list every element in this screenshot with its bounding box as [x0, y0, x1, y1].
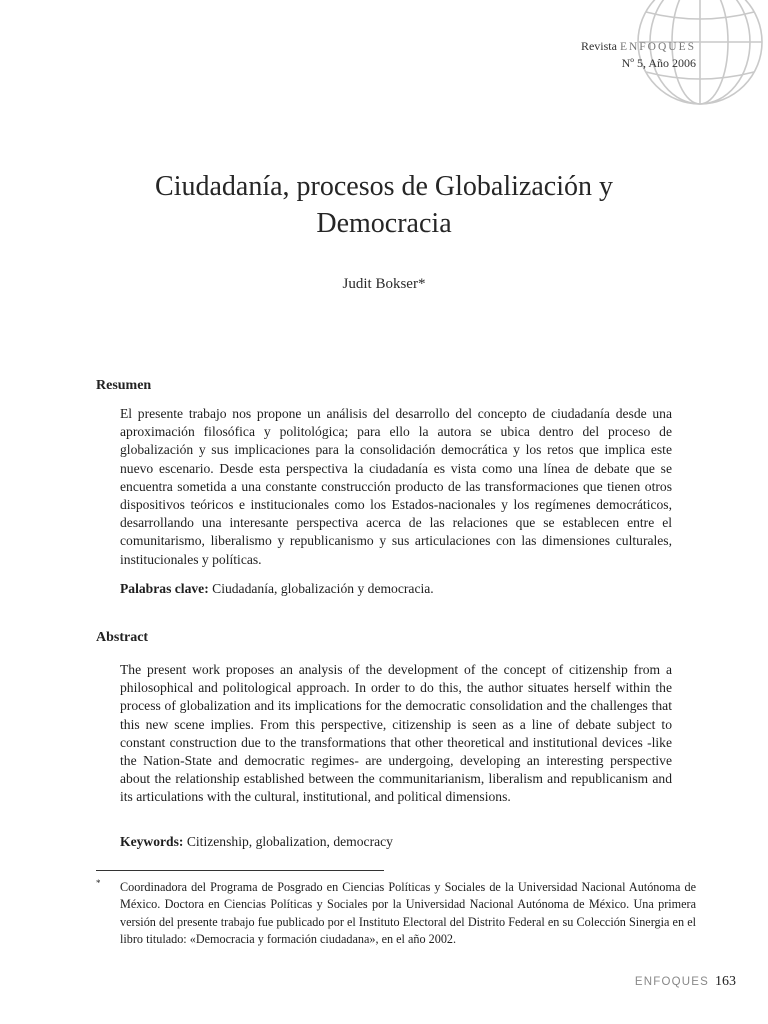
resumen-keywords-value: Ciudadanía, globalización y democracia. — [212, 581, 434, 596]
resumen-text: El presente trabajo nos propone un análisis del desarrollo del concepto de ciudadanía desde una aproximación filosófica y politológica; para ello la autora se ubica dentro del proceso de globalización y sus implicaciones para la consolidación democrática y los retos que implica este nuevo escenario. Desde esta perspectiva la ciudadanía es vista como una línea de debate que se encuentra sometida a una constante construcción producto de las transformaciones que tienen otros dispositivos teóricos e institucionales como los Estados-nacionales y los regímenes democráticos, desarrollando una interesante perspectiva acerca de las relaciones que se establecen entre el comunitarismo, liberalismo y republicanismo y sus articulaciones con las dimensiones culturales, institucionales y políticas. — [120, 406, 672, 567]
footnote-mark: * — [96, 878, 101, 888]
masthead-issue: Nº 5, Año 2006 — [621, 56, 696, 70]
footnote-text: Coordinadora del Programa de Posgrado en Ciencias Políticas y Sociales de la Universidad Nacional Autónoma de México. Doctora en Ciencias Políticas y Sociales por la Universidad Nacional Autónoma de México. Una primera versión del presente trabajo fue publicado por el Instituto Electoral del Distrito Federal en su Colección Sinergia en el libro titulado: «Democracia y formación ciudadana», en el año 2002. — [120, 880, 696, 946]
abstract-keywords-value: Citizenship, globalization, democracy — [186, 834, 393, 849]
page-footer — [635, 974, 736, 990]
article-author: Judit Bokser* — [342, 276, 426, 292]
resumen-heading: Resumen — [96, 378, 152, 393]
abstract-heading: Abstract — [96, 630, 149, 645]
footer-journal-name: ENFOQUES — [634, 976, 709, 988]
abstract-keywords — [120, 834, 680, 850]
masthead-prefix: Revista — [580, 39, 617, 53]
abstract-keywords-label: Keywords: — [120, 834, 184, 849]
resumen-keywords — [120, 581, 680, 597]
abstract-text: The present work proposes an analysis of the development of the concept of citizenship from a philosophical and politological approach. In order to do this, the author situates herself within the process of globalization and its implications for the democratic consolidation and the challenges that this new scene implies. From this perspective, citizenship is seen as a line of debate subject to constant construction due to the transformations that other theoretical and institutional devices -like the Nation-State and democratic regimes- are undergoing, developing an interesting perspective about the relationship established between the communitarianism, liberalism and republicanism and its articulations with the cultural, institutional, and political dimensions. — [120, 662, 672, 805]
resumen-keywords-label: Palabras clave: — [120, 581, 209, 596]
masthead-journal-name: ENFOQUES — [619, 41, 696, 53]
article-title: Ciudadanía, procesos de Globalización y Democracia — [155, 171, 613, 239]
page-number: 163 — [715, 974, 736, 989]
footnote-divider — [96, 870, 384, 871]
journal-masthead — [581, 38, 696, 71]
